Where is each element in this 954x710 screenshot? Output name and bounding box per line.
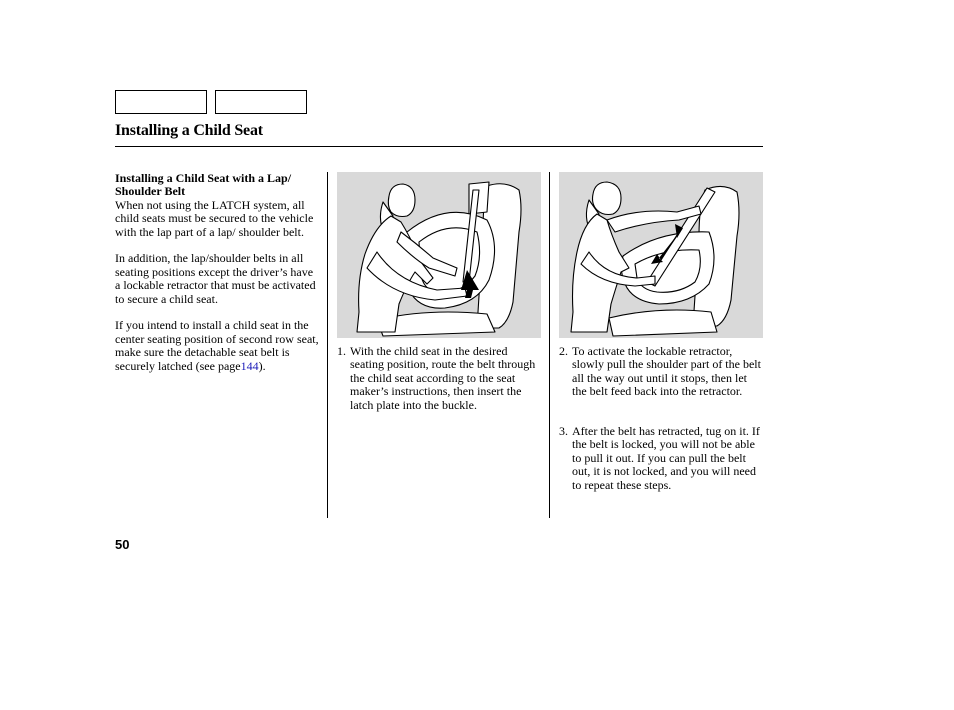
- step-1: [337, 345, 537, 412]
- column-divider-1: [327, 172, 328, 518]
- step-3-text: After the belt has retracted, tug on it. If the belt is locked, you will not be able to pull it out. If you can pull the belt out, it is not locked, and you will need to repeat these steps.: [572, 424, 760, 492]
- page-title: Installing a Child Seat: [115, 122, 263, 139]
- title-divider: [115, 146, 763, 147]
- page-link-144[interactable]: 144: [240, 358, 259, 373]
- step-2-text: To activate the lockable retractor, slowly pull the shoulder part of the belt all the way out until it stops, then let the belt feed back into the retractor.: [572, 344, 761, 399]
- illustration-pulling-belt: [559, 172, 763, 338]
- nav-tab-index[interactable]: [215, 90, 307, 114]
- paragraph-center-seat-end: ).: [258, 358, 266, 373]
- page-number: 50: [115, 537, 130, 552]
- step-2-number: 2.: [559, 344, 568, 358]
- step-2: [559, 345, 763, 399]
- step-3: [559, 425, 763, 492]
- nav-tab-contents[interactable]: [115, 90, 207, 114]
- paragraph-latch: When not using the LATCH system, all child seats must be secured to the vehicle with the lap part of a lap/ shoulder belt.: [115, 197, 314, 239]
- paragraph-center-seat: [115, 319, 321, 373]
- paragraph-center-seat-text: If you intend to install a child seat in the center seating position of second row seat, make sure the detachable seat belt is securely latched (see page: [115, 318, 319, 373]
- column-divider-2: [549, 172, 550, 518]
- left-column: [115, 172, 321, 386]
- step-1-number: 1.: [337, 344, 346, 358]
- woman-pulling-belt-image: [559, 172, 763, 338]
- paragraph-retractor: In addition, the lap/shoulder belts in all seating positions except the driver’s have a lockable retractor that must be activated to secure a child seat.: [115, 251, 316, 306]
- step-3-number: 3.: [559, 424, 568, 438]
- woman-installing-seat-image: [337, 172, 541, 338]
- illustration-routing-belt: [337, 172, 541, 338]
- section-subheading: Installing a Child Seat with a Lap/ Shoulder Belt: [115, 171, 292, 199]
- step-1-text: With the child seat in the desired seating position, route the belt through the child seat according to the seat maker’s instructions, then insert the latch plate into the buckle.: [350, 344, 536, 412]
